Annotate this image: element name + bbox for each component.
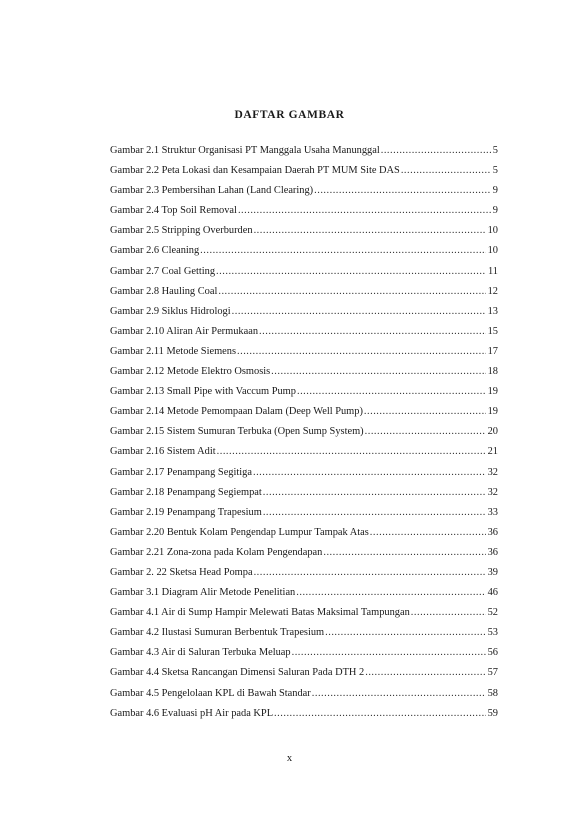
toc-entry-page-number: 20: [487, 426, 498, 438]
toc-entry-label: Gambar 2.5 Stripping Overburden: [110, 225, 253, 237]
toc-entry-page-number: 32: [487, 466, 498, 478]
toc-entry[interactable]: [110, 161, 498, 181]
dot-leader: [217, 442, 486, 462]
toc-entry[interactable]: [110, 463, 498, 483]
toc-entry[interactable]: [110, 603, 498, 623]
toc-entry[interactable]: [110, 382, 498, 402]
toc-entry-label: Gambar 2.21 Zona-zona pada Kolam Pengendapan: [110, 546, 323, 558]
page-number: x: [286, 753, 293, 764]
dot-leader: [259, 322, 486, 342]
toc-entry[interactable]: [110, 141, 498, 161]
toc-entry-page-number: 58: [487, 687, 498, 699]
toc-entry[interactable]: [110, 221, 498, 241]
dot-leader: [200, 241, 485, 261]
toc-entry-page-number: 9: [492, 185, 498, 197]
toc-entry-label: Gambar 3.1 Diagram Alir Metode Penelitian: [110, 587, 296, 599]
toc-entry-page-number: 57: [487, 667, 498, 679]
toc-entry-label: Gambar 2.15 Sistem Sumuran Terbuka (Open Sump System): [110, 426, 364, 438]
toc-entry-page-number: 10: [487, 245, 498, 257]
toc-entry[interactable]: [110, 402, 498, 422]
toc-entry-page-number: 10: [487, 225, 498, 237]
dot-leader: [232, 302, 486, 322]
toc-entry-page-number: 5: [492, 165, 498, 177]
dot-leader: [263, 503, 486, 523]
toc-entry-page-number: 36: [487, 546, 498, 558]
toc-entry-label: Gambar 2.16 Sistem Adit: [110, 446, 216, 458]
toc-entry[interactable]: [110, 643, 498, 663]
toc-entry-label: Gambar 2.19 Penampang Trapesium: [110, 506, 262, 518]
toc-entry-page-number: 53: [487, 627, 498, 639]
toc-entry-label: Gambar 2.4 Top Soil Removal: [110, 205, 237, 217]
dot-leader: [292, 643, 486, 663]
toc-entry-page-number: 5: [492, 145, 498, 156]
toc-entry-page-number: 19: [487, 386, 498, 398]
toc-entry-page-number: 18: [487, 366, 498, 378]
toc-entry-page-number: 36: [487, 526, 498, 538]
toc-entry-page-number: 19: [487, 406, 498, 418]
toc-entry-label: Gambar 2.17 Penampang Segitiga: [110, 466, 252, 478]
dot-leader: [254, 563, 486, 583]
dot-leader: [274, 704, 486, 724]
dot-leader: [314, 181, 491, 201]
dot-leader: [253, 463, 486, 483]
dot-leader: [218, 282, 485, 302]
toc-entry[interactable]: [110, 181, 498, 201]
toc-entry-page-number: 13: [487, 305, 498, 317]
toc-entry[interactable]: [110, 503, 498, 523]
toc-entry[interactable]: [110, 483, 498, 503]
toc-entry[interactable]: [110, 563, 498, 583]
toc-entry-page-number: 59: [487, 707, 498, 719]
toc-entry[interactable]: [110, 322, 498, 342]
dot-leader: [312, 684, 486, 704]
page-title: DAFTAR GAMBAR: [234, 109, 345, 121]
toc-entry[interactable]: [110, 523, 498, 543]
toc-entry-page-number: 39: [487, 566, 498, 578]
toc-entry-page-number: 17: [487, 345, 498, 357]
toc-entry-page-number: 12: [487, 285, 498, 297]
dot-leader: [323, 543, 485, 563]
toc-entry[interactable]: [110, 342, 498, 362]
toc-entry[interactable]: [110, 704, 498, 724]
dot-leader: [254, 221, 486, 241]
toc-entry-page-number: 52: [487, 607, 498, 619]
toc-entry-label: Gambar 2.11 Metode Siemens: [110, 345, 237, 357]
dot-leader: [325, 623, 485, 643]
dot-leader: [401, 161, 491, 181]
toc-entry[interactable]: [110, 201, 498, 221]
dot-leader: [238, 201, 491, 221]
dot-leader: [297, 382, 486, 402]
toc-entry-label: Gambar 2.1 Struktur Organisasi PT Manggala Usaha Manunggal: [110, 145, 380, 156]
dot-leader: [365, 663, 485, 683]
dot-leader: [411, 603, 486, 623]
toc-entry-label: Gambar 4.5 Pengelolaan KPL di Bawah Standar: [110, 687, 311, 699]
toc-entry-label: Gambar 2.7 Coal Getting: [110, 265, 216, 277]
toc-entry[interactable]: [110, 362, 498, 382]
dot-leader: [381, 141, 491, 161]
toc-entry-label: Gambar 4.2 Ilustasi Sumuran Berbentuk Trapesium: [110, 627, 325, 639]
dot-leader: [370, 523, 486, 543]
dot-leader: [271, 362, 485, 382]
dot-leader: [364, 402, 486, 422]
toc-entry-label: Gambar 2.20 Bentuk Kolam Pengendap Lumpur Tampak Atas: [110, 526, 369, 538]
toc-entry-label: Gambar 4.4 Sketsa Rancangan Dimensi Saluran Pada DTH 2: [110, 667, 365, 679]
toc-entry-label: Gambar 2.10 Aliran Air Permukaan: [110, 325, 259, 337]
toc-entry-label: Gambar 2.18 Penampang Segiempat: [110, 486, 262, 498]
toc-entry[interactable]: [110, 241, 498, 261]
toc-entry[interactable]: [110, 422, 498, 442]
toc-entry-page-number: 46: [487, 587, 498, 599]
toc-entry-label: Gambar 2.13 Small Pipe with Vaccum Pump: [110, 386, 296, 398]
toc-entry-label: Gambar 2.2 Peta Lokasi dan Kesampaian Daerah PT MUM Site DAS: [110, 165, 400, 177]
toc-entry[interactable]: [110, 282, 498, 302]
toc-entry-page-number: 21: [487, 446, 498, 458]
toc-entry-page-number: 33: [487, 506, 498, 518]
toc-entry-page-number: 56: [487, 647, 498, 659]
toc-entry-label: Gambar 2.8 Hauling Coal: [110, 285, 218, 297]
toc-entry-label: Gambar 4.3 Air di Saluran Terbuka Meluap: [110, 647, 291, 659]
dot-leader: [263, 483, 486, 503]
dot-leader: [296, 583, 485, 603]
toc-entry-page-number: 11: [487, 265, 498, 277]
toc-entry-label: Gambar 2. 22 Sketsa Head Pompa: [110, 566, 253, 578]
toc-entry-page-number: 32: [487, 486, 498, 498]
toc-entry-page-number: 15: [487, 325, 498, 337]
list-of-figures: [110, 141, 498, 724]
toc-entry-page-number: 9: [492, 205, 498, 217]
toc-entry[interactable]: [110, 583, 498, 603]
toc-entry[interactable]: [110, 684, 498, 704]
toc-entry[interactable]: [110, 262, 498, 282]
toc-entry[interactable]: [110, 442, 498, 462]
toc-entry[interactable]: [110, 302, 498, 322]
toc-entry-label: Gambar 2.9 Siklus Hidrologi: [110, 305, 231, 317]
toc-entry-label: Gambar 4.6 Evaluasi pH Air pada KPL: [110, 707, 274, 719]
toc-entry[interactable]: [110, 623, 498, 643]
toc-entry[interactable]: [110, 543, 498, 563]
toc-entry-label: Gambar 2.12 Metode Elektro Osmosis: [110, 366, 271, 378]
dot-leader: [216, 262, 486, 282]
dot-leader: [237, 342, 486, 362]
toc-entry[interactable]: [110, 663, 498, 683]
toc-entry-label: Gambar 4.1 Air di Sump Hampir Melewati Batas Maksimal Tampungan: [110, 607, 410, 619]
toc-entry-label: Gambar 2.14 Metode Pemompaan Dalam (Deep Well Pump): [110, 406, 363, 418]
dot-leader: [365, 422, 486, 442]
toc-entry-label: Gambar 2.3 Pembersihan Lahan (Land Clearing): [110, 185, 314, 197]
toc-entry-label: Gambar 2.6 Cleaning: [110, 245, 200, 257]
